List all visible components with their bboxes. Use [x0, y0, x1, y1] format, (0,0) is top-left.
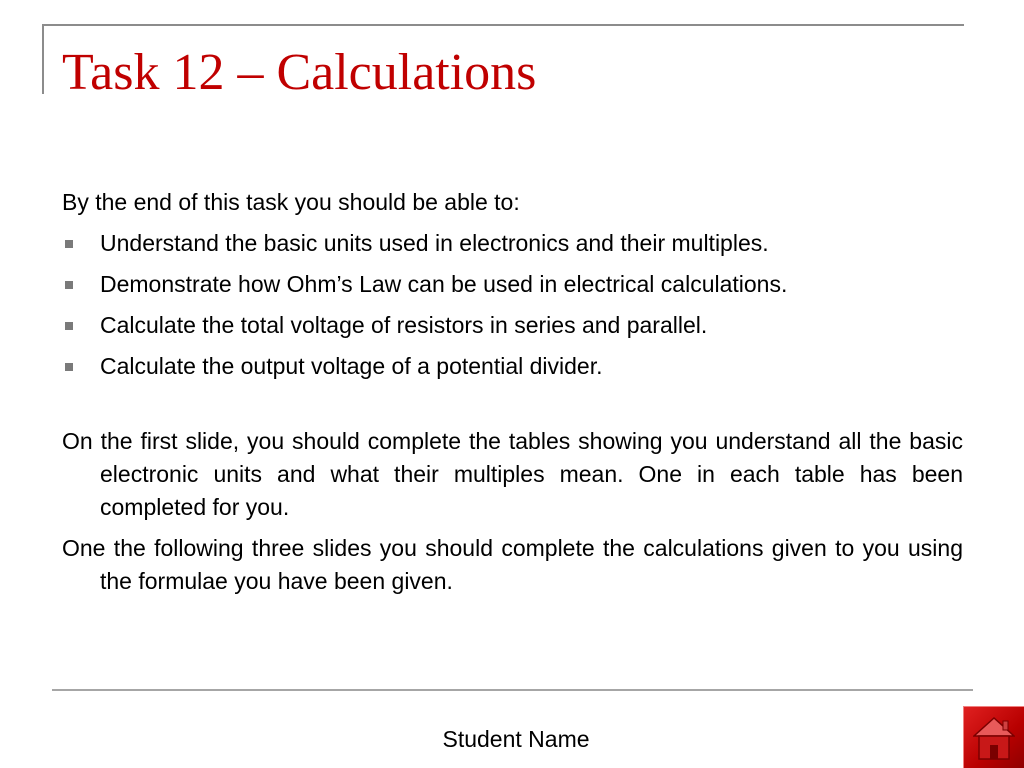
- objectives-list: [62, 227, 963, 383]
- square-bullet-icon: [65, 363, 73, 371]
- objective-text: Calculate the output voltage of a potential divider.: [100, 353, 603, 379]
- slide-body: [62, 186, 963, 606]
- list-item: [62, 309, 963, 342]
- slide-frame-left: [42, 24, 44, 94]
- objective-text: Understand the basic units used in electronics and their multiples.: [100, 230, 769, 256]
- home-icon: [973, 715, 1015, 761]
- objective-text: Calculate the total voltage of resistors in series and parallel.: [100, 312, 708, 338]
- home-button[interactable]: [963, 706, 1024, 768]
- square-bullet-icon: [65, 240, 73, 248]
- slide-frame-top: [42, 24, 964, 26]
- instruction-paragraph: On the first slide, you should complete the tables showing you understand all the basic electronic units and what their multiples mean. One in each table has been completed for you.: [62, 428, 963, 520]
- list-item: [62, 227, 963, 260]
- instruction-paragraph: One the following three slides you should complete the calculations given to you using the formulae you have been given.: [62, 535, 963, 594]
- slide-title: Task 12 – Calculations: [62, 44, 537, 101]
- list-item: [62, 268, 963, 301]
- intro-text: By the end of this task you should be able to:: [62, 189, 520, 215]
- list-item: [62, 350, 963, 383]
- objective-text: Demonstrate how Ohm’s Law can be used in electrical calculations.: [100, 271, 788, 297]
- footer-divider: [52, 689, 973, 691]
- square-bullet-icon: [65, 281, 73, 289]
- footer-student-name: Student Name: [442, 726, 590, 752]
- square-bullet-icon: [65, 322, 73, 330]
